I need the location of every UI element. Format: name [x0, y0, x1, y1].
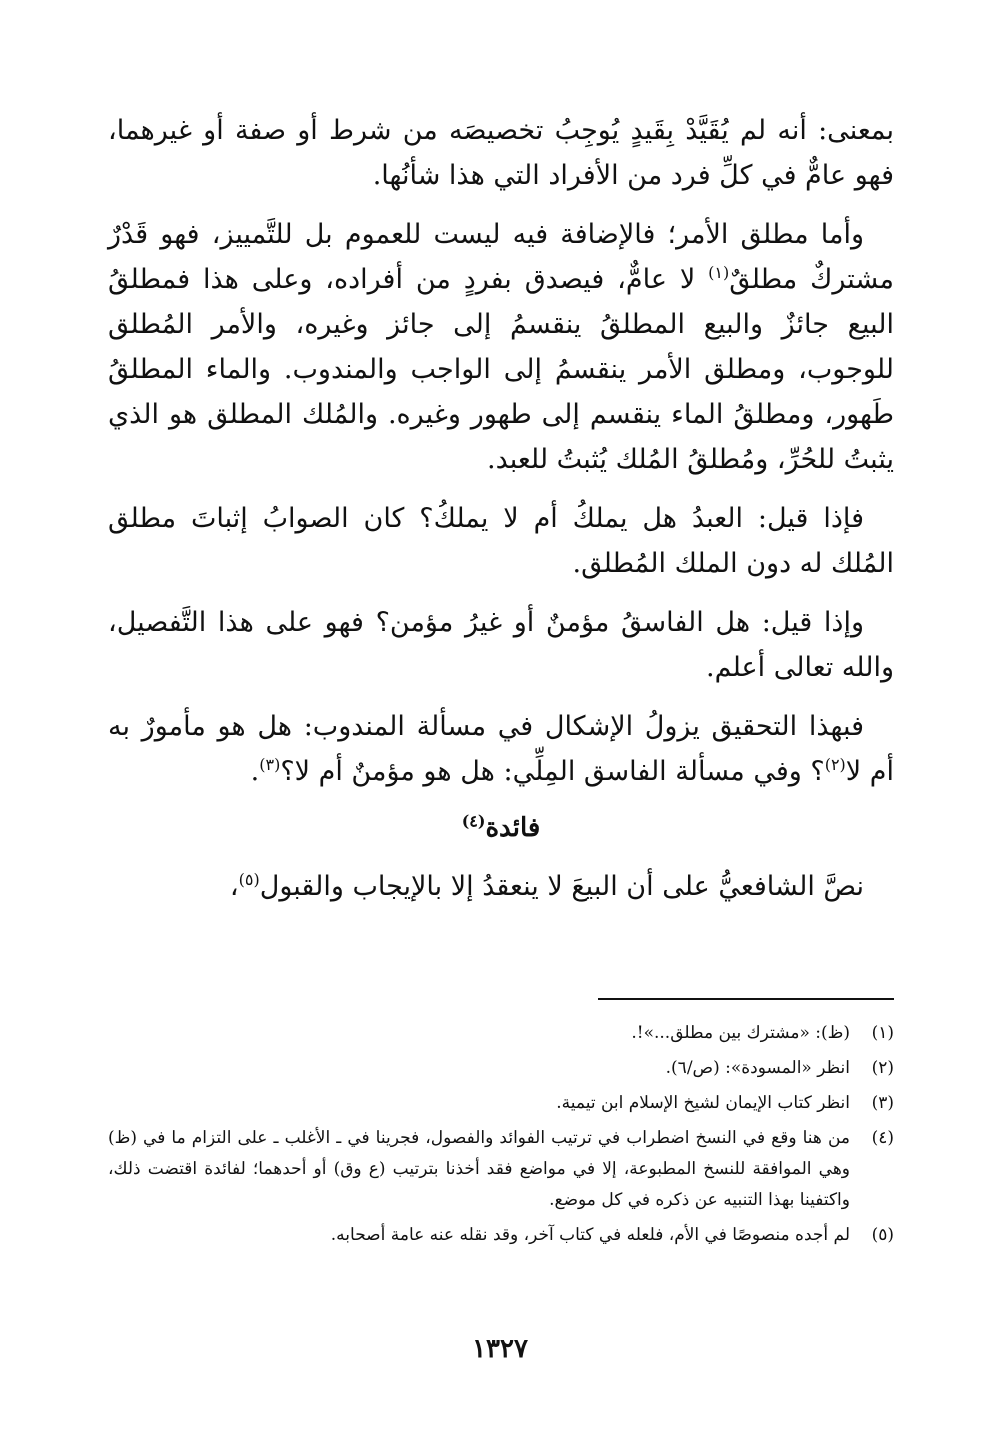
main-text — [108, 108, 894, 923]
footnote-2 — [108, 1053, 894, 1084]
footnote-number: (١) — [871, 1023, 894, 1043]
paragraph-6 — [108, 864, 894, 909]
footnote-ref-4: (٤) — [461, 811, 486, 831]
footnote-text: (ظ): «مشترك بين مطلق...»!. — [631, 1023, 850, 1043]
footnote-separator — [598, 998, 894, 1000]
footnote-ref-1: (١) — [708, 263, 730, 282]
paragraph-3 — [108, 496, 894, 586]
footnote-4 — [108, 1123, 894, 1216]
paragraph-6-text-b: ، — [229, 871, 239, 902]
paragraph-6-text-a: نصَّ الشافعيُّ على أن البيعَ لا ينعقدُ إلا بالإيجاب والقبول — [259, 871, 864, 902]
footnotes — [108, 1018, 894, 1255]
paragraph-4 — [108, 600, 894, 690]
footnote-text: لم أجده منصوصًا في الأم، فلعله في كتاب آخر، وقد نقله عنه عامة أصحابه. — [330, 1225, 850, 1245]
footnote-text: انظر كتاب الإيمان لشيخ الإسلام ابن تيمية. — [556, 1093, 850, 1113]
footnote-number: (٢) — [871, 1058, 894, 1078]
footnote-number: (٣) — [871, 1093, 894, 1113]
footnote-ref-2: (٢) — [824, 755, 846, 774]
paragraph-2-text-a: وأما مطلق الأمر؛ فالإضافة فيه ليست للعموم بل للتَّمييز، فهو قَدْرٌ مشتركٌ مطلقٌ — [108, 219, 894, 295]
footnote-3 — [108, 1088, 894, 1119]
section-heading-text: فائدة — [485, 813, 541, 843]
paragraph-2-text-b: لا عامٌّ، فيصدق بفردٍ من أفراده، وعلى هذا فمطلقُ البيع جائزٌ والبيع المطلقُ ينقسمُ إلى جائز وغيره، والأمر المُطلق للوجوب، ومطلق الأمر ينقسمُ إلى الواجب والمندوب. والماء المطلقُ طَهور، ومطلقُ الماء ينقسم إلى طهور وغيره. والمُلك المطلق هو الذي يثبتُ للحُرِّ، ومُطلقُ المُلك يُثبتُ للعبد. — [108, 264, 894, 475]
paragraph-4-text: وإذا قيل: هل الفاسقُ مؤمنٌ أو غيرُ مؤمن؟ فهو على هذا التَّفصيل، والله تعالى أعلم. — [108, 607, 894, 683]
footnote-5 — [108, 1220, 894, 1251]
page-number: ١٣٢٧ — [472, 1334, 528, 1364]
paragraph-5-text-a: فبهذا التحقيق يزولُ الإشكال في مسألة المندوب: هل هو مأمورٌ به أم لا — [108, 711, 894, 787]
paragraph-5-text-b: ؟ وفي مسألة الفاسق المِلِّي: هل هو مؤمنٌ أم لا؟ — [280, 756, 825, 787]
paragraph-1-text: بمعنى: أنه لم يُقَيَّدْ بِقَيدٍ يُوجِبُ تخصيصَه من شرط أو صفة أو غيرهما، فهو عامٌّ في كلِّ فرد من الأفراد التي هذا شأنُها. — [108, 115, 894, 191]
footnote-1 — [108, 1018, 894, 1049]
footnote-ref-3: (٣) — [259, 755, 281, 774]
paragraph-1 — [108, 108, 894, 198]
footnote-number: (٥) — [871, 1225, 894, 1245]
paragraph-5 — [108, 704, 894, 794]
paragraph-5-text-c: . — [250, 756, 260, 787]
footnote-number: (٤) — [871, 1128, 894, 1148]
footnote-text: من هنا وقع في النسخ اضطراب في ترتيب الفوائد والفصول، فجرينا في ـ الأغلب ـ على التزام ما في (ظ) وهي الموافقة للنسخ المطبوعة، إلا في مواضع فقد أخذنا بترتيب (ع وق) أو أحدهما؛ لفائدة اقتضت ذلك، واكتفينا بهذا التنبيه عن ذكره في كل موضع. — [108, 1128, 850, 1210]
footnote-text: انظر «المسودة»: (ص/٦). — [665, 1058, 850, 1078]
section-heading — [108, 808, 894, 848]
paragraph-2 — [108, 212, 894, 482]
paragraph-3-text: فإذا قيل: العبدُ هل يملكُ أم لا يملكُ؟ كان الصوابُ إثباتَ مطلق المُلك له دون الملك المُطلق. — [108, 503, 894, 579]
footnote-ref-5: (٥) — [238, 870, 260, 889]
